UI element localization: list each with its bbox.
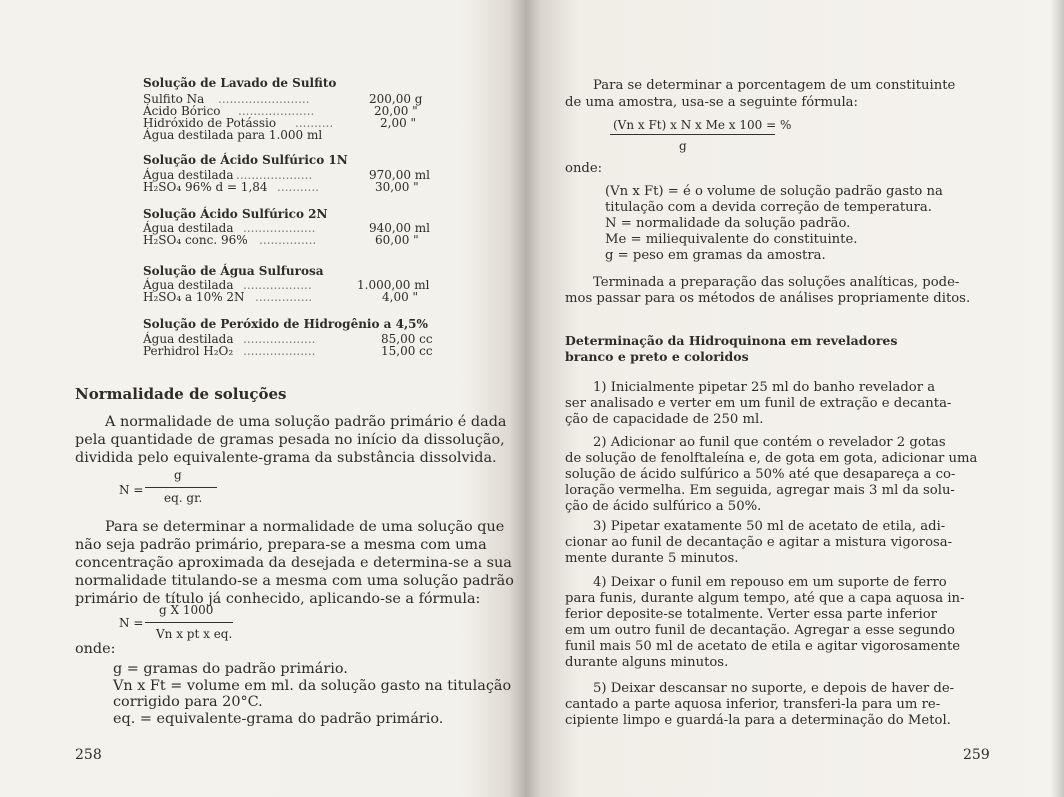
definition-line: (Vn x Ft) = é o volume de solução padrão gasto na (605, 184, 943, 199)
fraction-bar (610, 134, 775, 135)
recipe-item-value: 20,00 " (374, 104, 418, 118)
step-line: durante alguns minutos. (565, 655, 729, 670)
step-line: 3) Pipetar exatamente 50 ml de acetato de etila, adi- (593, 519, 946, 534)
definition-line: g = peso em gramas da amostra. (605, 248, 826, 263)
formula-denominator: eq. gr. (164, 491, 203, 505)
recipe-item-name: Água destilada (143, 221, 234, 235)
definition-line: eq. = equivalente-grama do padrão primário. (113, 711, 444, 727)
paragraph-line: normalidade titulando-se a mesma com uma solução padrão (75, 573, 514, 589)
step-line: loração vermelha. Em seguida, agregar mais 3 ml da solu- (565, 483, 955, 498)
recipe-title: Solução de Peróxido de Hidrogênio a 4,5% (143, 317, 428, 331)
recipe-item-name: H₂SO₄ conc. 96% (143, 233, 248, 247)
recipe-item-value: 940,00 ml (369, 221, 431, 235)
page-number: 259 (963, 747, 990, 763)
paragraph-line: de uma amostra, usa-se a seguinte fórmula: (565, 95, 858, 110)
recipe-item-name: H₂SO₄ 96% d = 1,84 (143, 180, 268, 194)
right-page (525, 0, 1064, 797)
recipe-item-name: Água destilada (143, 168, 234, 182)
recipe-title: Solução Ácido Sulfúrico 2N (143, 207, 328, 221)
recipe-item-leader: .................... (236, 168, 313, 182)
step-line: mente durante 5 minutos. (565, 551, 739, 566)
paragraph-line: primário de título já conhecido, aplicando-se a fórmula: (75, 591, 481, 607)
recipe-item-value: 30,00 " (375, 180, 419, 194)
step-line: 2) Adicionar ao funil que contém o revelador 2 gotas (593, 435, 946, 450)
definition-line: g = gramas do padrão primário. (113, 661, 348, 677)
recipe-item-value: 60,00 " (375, 233, 419, 247)
definition-line: N = normalidade da solução padrão. (605, 216, 851, 231)
recipe-item-name: Sulfito Na (143, 92, 205, 106)
recipe-item-leader: ............... (259, 233, 317, 247)
recipe-item-value: 2,00 " (380, 116, 417, 130)
step-line: cionar ao funil de decantação e agitar a mistura vigorosa- (565, 535, 953, 550)
fraction-bar (145, 487, 217, 488)
recipe-item-leader: ............... (255, 290, 313, 304)
recipe-item-leader: ................... (243, 221, 316, 235)
recipe-title: Solução de Lavado de Sulfito (143, 76, 337, 90)
page-number: 258 (75, 747, 102, 763)
recipe-item-leader: .................... (238, 104, 315, 118)
recipe-item-value: 970,00 ml (369, 168, 431, 182)
recipe-title: Solução de Ácido Sulfúrico 1N (143, 153, 348, 167)
recipe-item-leader: ................... (243, 332, 316, 346)
paragraph-line: Para se determinar a porcentagem de um constituinte (593, 78, 956, 93)
recipe-item-value: 200,00 g (369, 92, 423, 106)
formula-numerator: (Vn x Ft) x N x Me x 100 = % (613, 118, 792, 132)
paragraph-line: A normalidade de uma solução padrão primário é dada (105, 414, 507, 430)
recipe-item-value: 15,00 cc (381, 344, 433, 358)
step-line: 1) Inicialmente pipetar 25 ml do banho revelador a (593, 380, 936, 395)
formula-denominator: g (679, 139, 687, 153)
step-line: de solução de fenolftaleína e, de gota em gota, adicionar uma (565, 451, 978, 466)
recipe-title: Solução de Água Sulfurosa (143, 264, 324, 278)
definition-line: corrigido para 20°C. (113, 694, 263, 710)
recipe-item-name: Hidróxido de Potássio (143, 116, 277, 130)
paragraph-line: Para se determinar a normalidade de uma solução que (105, 519, 505, 535)
recipe-item-name: Ácido Bórico (143, 104, 221, 118)
recipe-item-name: Água destilada para 1.000 ml (143, 128, 323, 142)
formula-lhs: N = (119, 616, 144, 630)
step-line: ção de ácido sulfúrico a 50%. (565, 499, 762, 514)
section-title: Normalidade de soluções (75, 385, 287, 403)
recipe-item-value: 85,00 cc (381, 332, 433, 346)
onde-label: onde: (75, 641, 116, 657)
step-line: ser analisado e verter em um funil de extração e decanta- (565, 396, 952, 411)
paragraph-line: concentração aproximada da desejada e determina-se a sua (75, 555, 512, 571)
recipe-item-leader: ........... (277, 180, 319, 194)
recipe-item-name: Água destilada (143, 332, 234, 346)
step-line: para funis, durante algum tempo, até que a capa aquosa in- (565, 591, 965, 606)
section-title: Determinação da Hidroquinona em reveladores (565, 333, 898, 348)
definition-line: Vn x Ft = volume em ml. da solução gasto na titulação (113, 678, 512, 694)
formula-denominator: Vn x pt x eq. (156, 627, 233, 641)
recipe-item-name: Água destilada (143, 278, 234, 292)
recipe-item-leader: .................. (243, 278, 312, 292)
formula-lhs: N = (119, 483, 144, 497)
fraction-bar (145, 622, 233, 623)
onde-label: onde: (565, 161, 603, 176)
step-line: funil mais 50 ml de acetato de etila e agitar vigorosamente (565, 639, 961, 654)
step-line: cantado a parte aquosa inferior, transferi-la para um re- (565, 697, 941, 712)
left-page (0, 0, 525, 797)
formula-numerator: g X 1000 (159, 603, 214, 617)
step-line: solução de ácido sulfúrico a 50% até que desapareça a co- (565, 467, 956, 482)
formula-numerator: g (174, 468, 182, 482)
definition-line: Me = miliequivalente do constituinte. (605, 232, 858, 247)
step-line: cipiente limpo e guardá-la para a determinação do Metol. (565, 713, 951, 728)
step-line: 4) Deixar o funil em repouso em um suporte de ferro (593, 575, 947, 590)
recipe-item-name: Perhidrol H₂O₂ (143, 344, 234, 358)
step-line: ferior deposite-se totalmente. Verter essa parte inferior (565, 607, 937, 622)
step-line: 5) Deixar descansar no suporte, e depois de haver de- (593, 681, 955, 696)
step-line: em um outro funil de decantação. Agregar a esse segundo (565, 623, 955, 638)
recipe-item-name: H₂SO₄ a 10% 2N (143, 290, 245, 304)
section-title: branco e preto e coloridos (565, 349, 749, 364)
paragraph-line: Terminada a preparação das soluções analíticas, pode- (593, 275, 960, 290)
recipe-item-leader: ........................ (218, 92, 310, 106)
recipe-item-leader: ................... (243, 344, 316, 358)
step-line: ção de capacidade de 250 ml. (565, 412, 764, 427)
definition-line: titulação com a devida correção de temperatura. (605, 200, 932, 215)
paragraph-line: não seja padrão primário, prepara-se a mesma com uma (75, 537, 487, 553)
recipe-item-value: 4,00 " (382, 290, 419, 304)
page-edge (1050, 0, 1064, 797)
paragraph-line: pela quantidade de gramas pesada no início da dissolução, (75, 432, 505, 448)
recipe-item-value: 1.000,00 ml (357, 278, 430, 292)
paragraph-line: dividida pelo equivalente-grama da substância dissolvida. (75, 450, 497, 466)
paragraph-line: mos passar para os métodos de análises propriamente ditos. (565, 291, 971, 306)
recipe-item-leader: .......... (295, 116, 334, 130)
